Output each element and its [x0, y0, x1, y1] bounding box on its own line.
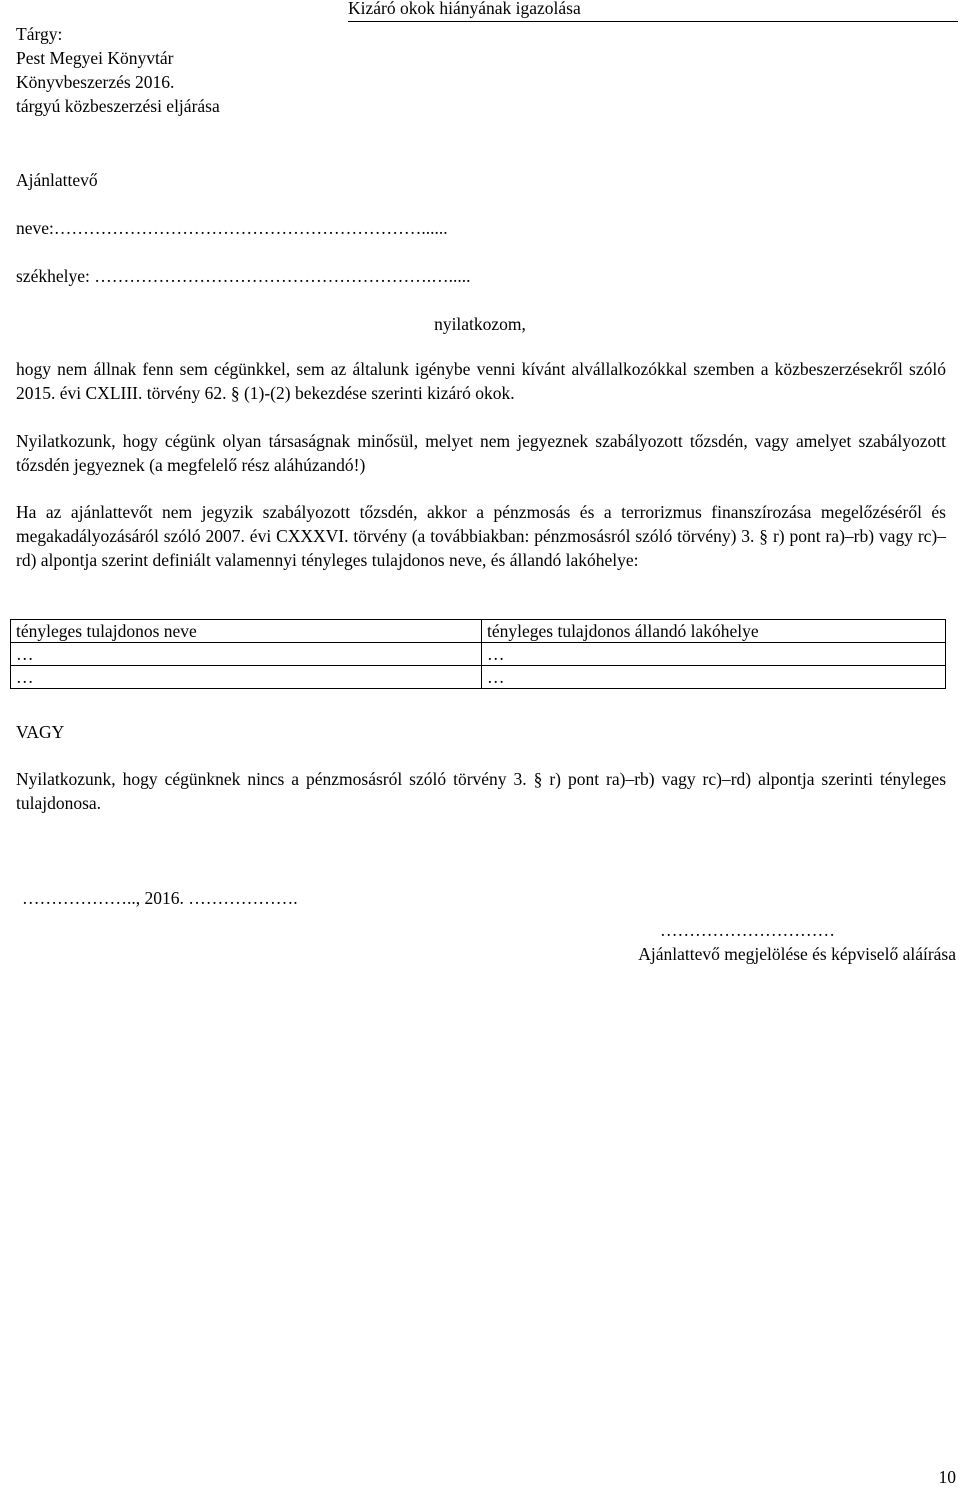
subject-line: tárgyú közbeszerzési eljárása — [16, 96, 220, 116]
page-number: 10 — [938, 1467, 956, 1487]
signature-caption: Ajánlattevő megjelölése és képviselő aláírása — [638, 944, 956, 964]
bidder-name-line: neve:………………………………………………………...... — [16, 218, 448, 238]
document-title: Kizáró okok hiányának igazolása — [348, 0, 581, 18]
table-row — [11, 666, 946, 689]
table-cell: … — [11, 666, 482, 689]
alternative-word: VAGY — [16, 722, 65, 742]
subject-line: Pest Megyei Könyvtár — [16, 48, 174, 68]
subject-line: Könyvbeszerzés 2016. — [16, 72, 175, 92]
declaration-paragraph-3: Ha az ajánlattevőt nem jegyzik szabályozott tőzsdén, akkor a pénzmosás és a terrorizmus finanszírozása megelőzéséről és megakadályozásáról szóló 2007. évi CXXXVI. törvény (a továbbiakban: pénzmosásról szóló törvény) 3. § r) pont ra)–rb) vagy rc)–rd) alpontja szerint definiált valamennyi tényleges tulajdonos neve, és állandó lakóhelye: — [16, 502, 946, 570]
table-header-cell: tényleges tulajdonos állandó lakóhelye — [482, 620, 946, 643]
subject-block — [16, 22, 220, 118]
table-cell: … — [11, 643, 482, 666]
table-row — [11, 643, 946, 666]
declaration-paragraph-1: hogy nem állnak fenn sem cégünkkel, sem az általunk igénybe venni kívánt alvállalkozókkal szemben a közbeszerzésekről szóló 2015. évi CXLIII. törvény 62. § (1)-(2) bekezdése szerinti kizáró okok. — [16, 359, 946, 403]
declaration-word: nyilatkozom, — [434, 314, 526, 334]
signature-dots: ………………………… — [660, 920, 835, 940]
signature-block — [560, 918, 956, 966]
bidder-seat-line: székhelye: ………………………………………………….…..... — [16, 266, 471, 286]
alternative-paragraph: Nyilatkozunk, hogy cégünknek nincs a pénzmosásról szóló törvény 3. § r) pont ra)–rb) vagy rc)–rd) alpontja szerinti tényleges tulajdonosa. — [16, 769, 946, 813]
table-header-cell: tényleges tulajdonos neve — [11, 620, 482, 643]
title-rule — [348, 21, 958, 22]
beneficial-owners-table — [10, 619, 946, 689]
date-line: ……………….., 2016. ………………. — [22, 888, 298, 908]
table-cell: … — [482, 643, 946, 666]
bidder-heading: Ajánlattevő — [16, 170, 98, 190]
table-header-row — [11, 620, 946, 643]
table-cell: … — [482, 666, 946, 689]
subject-line: Tárgy: — [16, 24, 63, 44]
declaration-paragraph-2: Nyilatkozunk, hogy cégünk olyan társaságnak minősül, melyet nem jegyeznek szabályozott tőzsdén, vagy amelyet szabályozott tőzsdén jegyeznek (a megfelelő rész aláhúzandó!) — [16, 431, 946, 475]
